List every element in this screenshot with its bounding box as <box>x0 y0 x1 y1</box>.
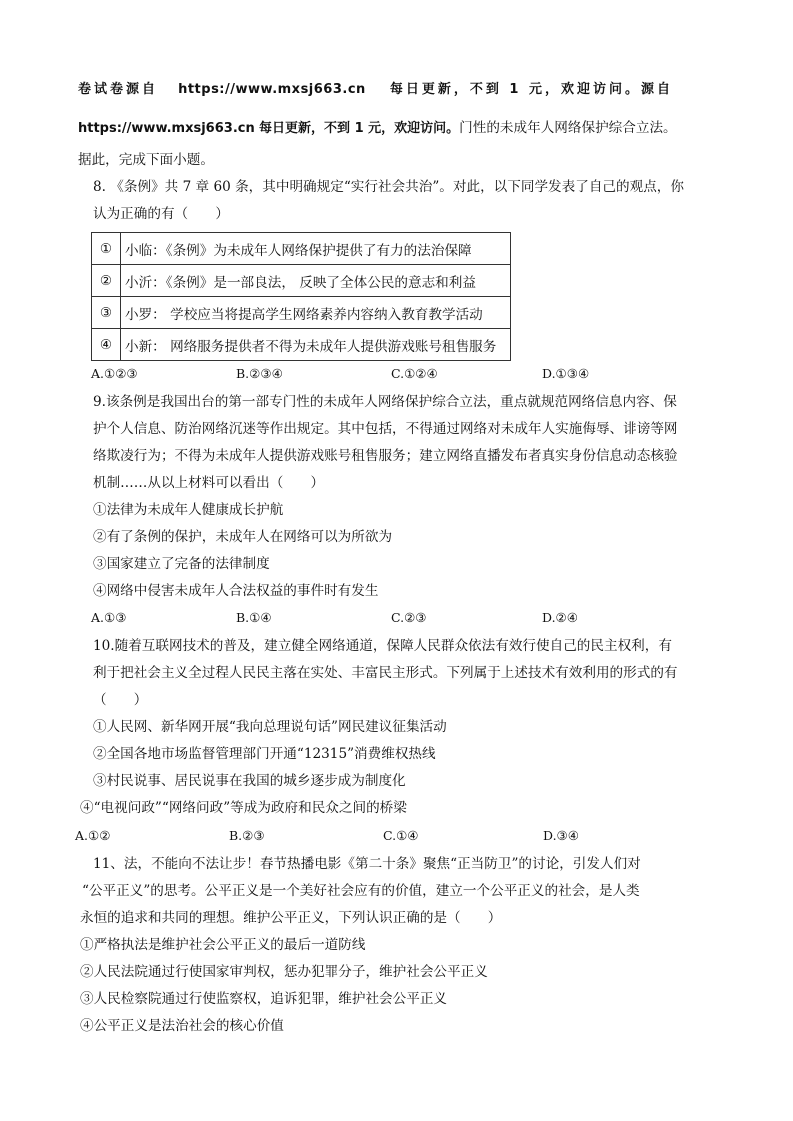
q10-item: ①人民网、新华网开展“我向总理说句话”网民建议征集活动 <box>93 719 447 735</box>
table-row <box>92 265 511 297</box>
q10-stem-line: 利于把社会主义全过程人民民主落在实处、丰富民主形式。下列属于上述技术有效利用的形式的有 <box>93 665 678 681</box>
q9-item: ①法律为未成年人健康成长护航 <box>93 502 284 518</box>
q8-option-c[interactable]: C.①②④ <box>391 366 438 381</box>
q9-options <box>0 609 793 627</box>
header-prefix: 卷试卷源自 <box>78 82 159 97</box>
q9-item: ③国家建立了完备的法律制度 <box>93 556 270 572</box>
statement-number: ② <box>92 265 121 297</box>
q9-option-c[interactable]: C.②③ <box>391 610 427 625</box>
q10-stem-line: 10.随着互联网技术的普及，建立健全网络通道，保障人民群众依法有效行使自己的民主权利，有 <box>93 638 672 654</box>
q9-stem-line: 护个人信息、防治网络沉迷等作出规定。其中包括，不得通过网络对未成年人实施侮辱、诽谤等网 <box>93 421 678 437</box>
q10-options <box>0 827 793 845</box>
q10-item: ④“电视问政”“网络问政”等成为政府和民众之间的桥梁 <box>80 800 407 816</box>
q9-item: ④网络中侵害未成年人合法权益的事件时有发生 <box>93 583 379 599</box>
q9-option-b[interactable]: B.①④ <box>236 610 272 625</box>
statement-number: ③ <box>92 297 121 329</box>
q9-item: ②有了条例的保护，未成年人在网络可以为所欲为 <box>93 529 393 545</box>
header-line-2-text: 门性的未成年人网络保护综合立法。 <box>459 120 677 136</box>
q8-option-d[interactable]: D.①③④ <box>542 366 590 381</box>
q8-statement-table <box>91 232 511 361</box>
q8-stem-line-1: 8. 《条例》共 7 章 60 条，其中明确规定“实行社会共治”。对此，以下同学发表了自己的观点，你 <box>93 179 684 195</box>
q8-options <box>0 365 793 383</box>
header-url-2[interactable]: https://www.mxsj663.cn <box>78 121 255 136</box>
q11-item: ③人民检察院通过行使监察权，追诉犯罪，维护社会公平正义 <box>80 991 448 1007</box>
q10-option-b[interactable]: B.②③ <box>229 828 265 843</box>
statement-number: ④ <box>92 329 121 361</box>
q9-option-d[interactable]: D.②④ <box>542 610 578 625</box>
q11-item: ①严格执法是维护社会公平正义的最后一道防线 <box>80 937 366 953</box>
q11-stem-line: 永恒的追求和共同的理想。维护公平正义，下列认识正确的是（ ） <box>80 910 502 926</box>
q10-option-d[interactable]: D.③④ <box>543 828 579 843</box>
q9-stem-line: 络欺凌行为；不得为未成年人提供游戏账号租售服务；建立网络直播发布者真实身份信息动态核验 <box>93 448 678 464</box>
statement-text: 小临：《条例》为未成年人网络保护提供了有力的法治保障 <box>121 233 511 265</box>
q8-option-b[interactable]: B.②③④ <box>236 366 283 381</box>
table-row <box>92 233 511 265</box>
header-tail: 每日更新，不到 1 元，欢迎访问。源自 <box>389 82 673 97</box>
statement-text: 小沂：《条例》是一部良法， 反映了全体公民的意志和利益 <box>121 265 511 297</box>
statement-text: 小罗： 学校应当将提高学生网络素养内容纳入教育教学活动 <box>121 297 511 329</box>
q10-option-a[interactable]: A.①② <box>75 828 111 843</box>
q9-option-a[interactable]: A.①③ <box>91 610 127 625</box>
q9-stem-line: 机制……从以上材料可以看出（ ） <box>93 475 325 491</box>
header-tail-2: 每日更新，不到 1 元，欢迎访问。 <box>259 121 460 136</box>
q8-option-a[interactable]: A.①②③ <box>91 366 138 381</box>
header-line-2 <box>78 118 677 139</box>
q10-item: ②全国各地市场监督管理部门开通“12315”消费维权热线 <box>93 746 436 762</box>
table-row <box>92 329 511 361</box>
header-url[interactable]: https://www.mxsj663.cn <box>178 82 366 97</box>
table-row <box>92 297 511 329</box>
q11-stem-line: 11、法，不能向不法让步！春节热播电影《第二十条》聚焦“正当防卫”的讨论，引发人们对 <box>93 856 641 872</box>
header-line-1 <box>78 80 673 100</box>
q11-stem-line: “公平正义”的思考。公平正义是一个美好社会应有的价值，建立一个公平正义的社会，是人类 <box>82 883 640 899</box>
q8-stem-line-2: 认为正确的有（ ） <box>93 206 229 222</box>
q11-item: ④公平正义是法治社会的核心价值 <box>80 1018 284 1034</box>
q11-item: ②人民法院通过行使国家审判权，惩办犯罪分子，维护社会公平正义 <box>80 964 488 980</box>
q10-option-c[interactable]: C.①④ <box>383 828 419 843</box>
q10-item: ③村民说事、居民说事在我国的城乡逐步成为制度化 <box>93 773 406 789</box>
statement-number: ① <box>92 233 121 265</box>
intro-text: 据此，完成下面小题。 <box>78 152 214 168</box>
q9-stem-line: 9.该条例是我国出台的第一部专门性的未成年人网络保护综合立法，重点就规范网络信息内容、保 <box>93 394 677 410</box>
q10-stem-line: （ ） <box>93 692 148 708</box>
statement-text: 小新： 网络服务提供者不得为未成年人提供游戏账号租售服务 <box>121 329 511 361</box>
